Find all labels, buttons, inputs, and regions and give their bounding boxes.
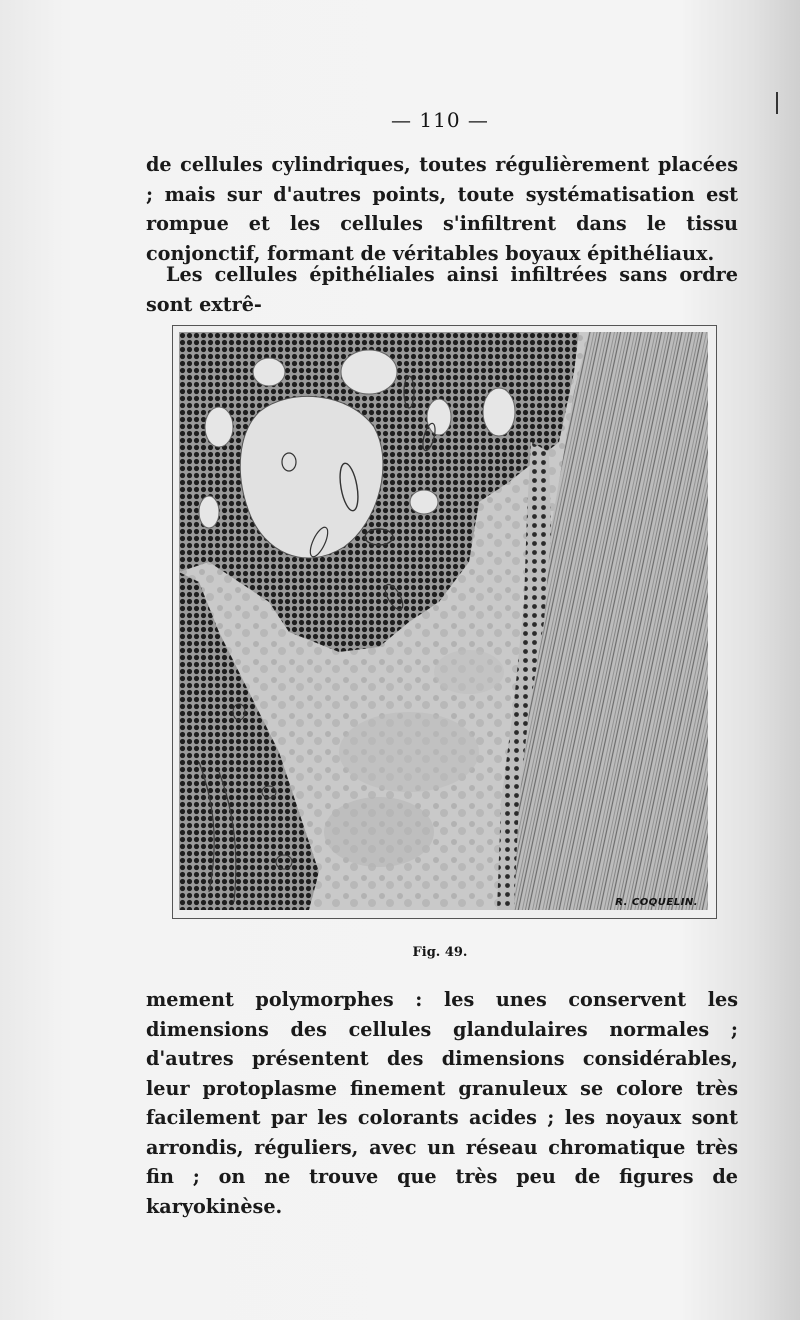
illustrator-signature: R. COQUELIN. <box>615 897 698 908</box>
paragraph-2: Les cellules épithéliales ainsi infiltrées sans ordre sont extrê- <box>146 263 738 316</box>
histology-illustration <box>172 325 717 919</box>
paragraph-1: de cellules cylindriques, toutes régulièrement placées ; mais sur d'autres points, toute systématisation est rompue et les cellules s'infiltrent dans le tissu conjonctif, formant de véritables boyaux épithéliaux. <box>146 153 738 265</box>
page-number: — 110 — <box>391 108 489 132</box>
paragraph-3: mement polymorphes : les unes conservent les dimensions des cellules glandulaires normales ; d'autres présentent des dimensions considérables, leur protoplasme finement granuleux se colore très facilement par les colorants acides ; les noyaux sont arrondis, réguliers, avec un réseau chromatique très fin ; on ne trouve que très peu de figures de karyokinèse. <box>146 988 738 1218</box>
figure-caption: Fig. 49. <box>412 945 468 960</box>
histology-drawing <box>179 332 708 910</box>
